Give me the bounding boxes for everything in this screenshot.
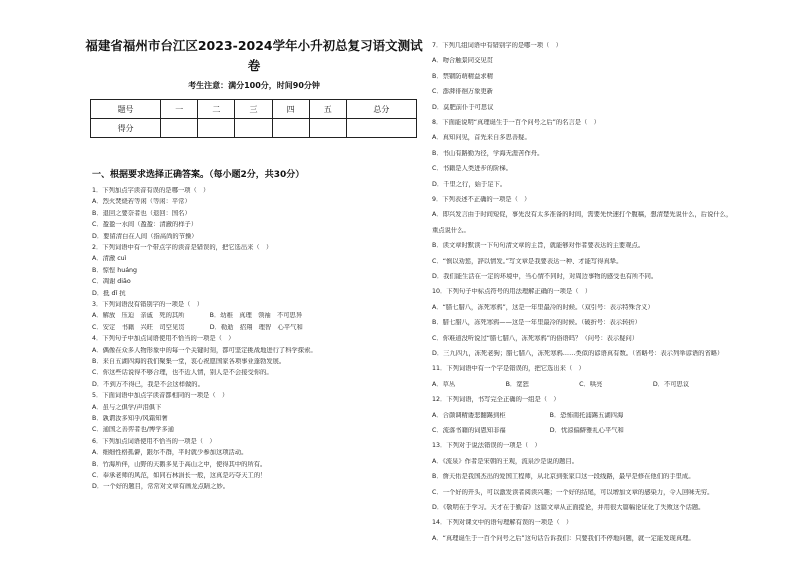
question-line: A．“真理诞生于一百个问号之后”这句话告诉我们：只要我们不停地问题，就一定能发现真理。	[432, 534, 695, 542]
question-line: C．安定 书籍 兴旺 司空见贯 D．勒逝 招翔 理智 心平气和	[92, 323, 303, 331]
question-line: 2．下列词语中有一个带点字的读音是错误的，把它选出来（ ）	[92, 244, 273, 251]
question-line: C．一个好的开头，可以激发读者阅读兴趣；一个好的结尾，可以增加文章的感染力，令人回味无穷。	[432, 488, 714, 496]
question-line: 13．下列对于说法错误的一项是（ ）	[432, 442, 541, 450]
question-line: D．一个好的题目，常常对文章有画龙点睛之妙。	[92, 483, 230, 491]
question-line: 12．下列词语，书写完全正确的一组是（ ）	[432, 396, 560, 404]
question-line: 6．下列加点词语使用不恰当的一项是（ ）	[92, 437, 216, 445]
question-line: A．清澈 cuì	[92, 255, 127, 263]
question-line: C．盈盈一水间（盈盈：清澈的样子）	[92, 221, 198, 229]
question-line: D．我们能生活在一定的环境中，当心情不同时，对周边事物的感受也有所不同。	[432, 273, 658, 280]
question-line: C．通国之善弈者也/博学多通	[92, 426, 175, 434]
score-input-cell[interactable]	[272, 119, 309, 138]
question-line: C．凋谢 diāo	[92, 278, 131, 286]
question-line: D．千里之行，始于足下。	[432, 180, 507, 188]
question-line: D．抵 dǐ 抗	[92, 289, 126, 297]
score-cell: 二	[198, 100, 235, 119]
score-table	[90, 99, 417, 138]
question-line: B．竹海所伴，山野的天鹅多见于高山之中，使得其中的所有。	[92, 460, 267, 468]
question-line: 重点说什么。	[432, 226, 470, 234]
question-line: D．三九四九，冻死老狗；腊七腊八，冻死寒鸦……类似的谚语真有数。（省略号：表示列举谚语的省略）	[432, 350, 724, 357]
score-cell: 一	[161, 100, 198, 119]
score-cell: 总分	[346, 100, 416, 119]
exam-title-line1: 福建省福州市台江区2023-2024学年小升初总复习语文测试	[85, 38, 423, 53]
question-line: C．奉承老师的风范，如同石林涓长一般，这真是巧夺天工的！	[92, 472, 267, 479]
question-line: B．孰谓汝多知乎/风霜知奢	[92, 415, 168, 422]
question-line: 1．下列加点字读音有误的是哪一项（ ）	[92, 187, 210, 194]
question-line: 9．下列表述不正确的一项是（ ）	[432, 196, 531, 203]
question-line: 8．下面能说明“真理诞生于一百个问号之后”的名言是（ ）	[432, 119, 600, 126]
question-line: C．你难道没听说过“腊七腊八，冻死寒鸦”的俗语吗？（问号：表示疑问）	[432, 334, 639, 342]
question-line: C．你这些话说得不够合理，也不近人情，别人是不会接受你的。	[92, 369, 273, 377]
question-line: 5．下面词语中加点字读音都相同的一项是（ ）	[92, 392, 229, 400]
question-line: C．澎湃徘徊万象更新	[432, 88, 494, 96]
score-cell: 三	[235, 100, 272, 119]
question-line: 4．下列句子中加点词语使用不恰当的一项是（ ）	[92, 335, 235, 343]
question-line: 3．下列词语没有错别字的一项是（ ）	[92, 301, 204, 308]
score-input-cell[interactable]	[161, 119, 198, 138]
score-table-score-row	[91, 119, 417, 138]
question-line: A．“腊七腊八，冻死寒鸦”，这是一年里最冷的时候。（双引号：表示特殊含义）	[432, 303, 654, 311]
question-line: A．吻合触景同交见贯	[432, 57, 493, 65]
exam-note: 考生注意：满分100分，时间90分钟	[188, 81, 320, 90]
question-line: A．真知问见，首先来自多思善疑。	[432, 134, 531, 142]
question-line: A．合颜调精诿悲翻踢到柜 B．恐怖南托浦踢五湖四海	[432, 411, 624, 419]
question-line: 10．下列句子中标点符号的用法理解正确的一项是（ ）	[432, 288, 592, 296]
question-line: 11．下列词语中有一个字是错误的，把它选出来（ ）	[432, 365, 585, 373]
question-line: C．“慎以劝惩，辞以情发。”写文章是我要表达一种、才能写得真挚。	[432, 257, 623, 265]
question-line: D．莫肥前仆于可思议	[432, 103, 494, 111]
question-line: B．来自五湖四海的我们聚集一堂，衷心祝愿国家各项事业蓬勃发展。	[92, 358, 286, 365]
question-line: D．不到万不得已，我是不会这样做的。	[92, 380, 204, 388]
question-line: A．草丛 B．宽恕 C．哄亮 D．不可思议	[432, 380, 690, 388]
question-line: A．《流泉》作者是宋朝的王观，流泉沙是说的题目。	[432, 457, 578, 465]
score-input-cell[interactable]	[198, 119, 235, 138]
question-line: B．腊七腊八，冻死寒鸦——这是一年里最冷的时候。（破折号：表示转折）	[432, 319, 641, 327]
question-line: D．要留清白在人间（指高尚的节操）	[92, 232, 198, 240]
score-input-cell[interactable]	[346, 119, 416, 138]
question-line: B．詹天佑是我国杰出的爱国工程师，从北京到张家口这一段线路，最早是修在他们的手里成。	[432, 473, 695, 481]
question-line: A．烈火焚烧若等闲（等闲：平常）	[92, 198, 191, 206]
score-input-cell[interactable]	[235, 119, 272, 138]
question-line: A．虽与之俱学/声泪俱下	[92, 403, 162, 411]
section1-heading: 一、根据要求选择正确答案。（每小题2分，共30分）	[92, 170, 305, 180]
question-line: B．禁锢防萌精益求精	[432, 72, 493, 80]
score-cell: 五	[309, 100, 346, 119]
question-line: B．书山有路勤为径，学海无涯苦作舟。	[432, 149, 544, 157]
question-line: A．细细性格孤僻，跟尔不群，平时就少参加这项活动。	[92, 449, 248, 457]
score-table-header-row	[91, 100, 417, 119]
question-line: B．惊惶 huáng	[92, 266, 138, 274]
question-line: 7．下列几组词语中有错别字的是哪一项（ ）	[432, 42, 562, 49]
question-line: A．解放 压迫 亲戚 死的其所 B．幼稚 真理 领袖 不可思异	[92, 312, 303, 320]
question-line: D．《敬明在于学习。天才在于勤奋》这篇文章从正面提论，并用很大篇幅论证化了失败这个话题。	[432, 504, 705, 511]
question-line: C．流落书籍的词恩知非福 D．忧涼偏僻雅礼心平气和	[432, 427, 624, 434]
score-cell: 题号	[91, 100, 161, 119]
question-line: 14．下列对课文中的语句理解有误的一项是（ ）	[432, 519, 573, 527]
question-line: A．偶像在众多人物形象中的每一个关键时刻，都可坚定挑战地进行了科学探索。	[92, 346, 317, 354]
score-input-cell[interactable]	[309, 119, 346, 138]
question-line: A．即兴发言由于时间短促，事先没有太多准备的时间，需要先快速打个腹稿，想清楚先说什么，后说什么，	[432, 211, 733, 219]
exam-title-line2: 卷	[247, 58, 261, 73]
score-cell: 得分	[91, 119, 161, 138]
score-cell: 四	[272, 100, 309, 119]
question-line: C．书籍是人类进步的阶梯。	[432, 165, 512, 173]
question-line: B．退回之要奈者也（退回：国名）	[92, 209, 191, 217]
question-line: B．读文章时默读一下句句清文章的主旨，就能够对作者要表达的主要观点。	[432, 242, 645, 250]
